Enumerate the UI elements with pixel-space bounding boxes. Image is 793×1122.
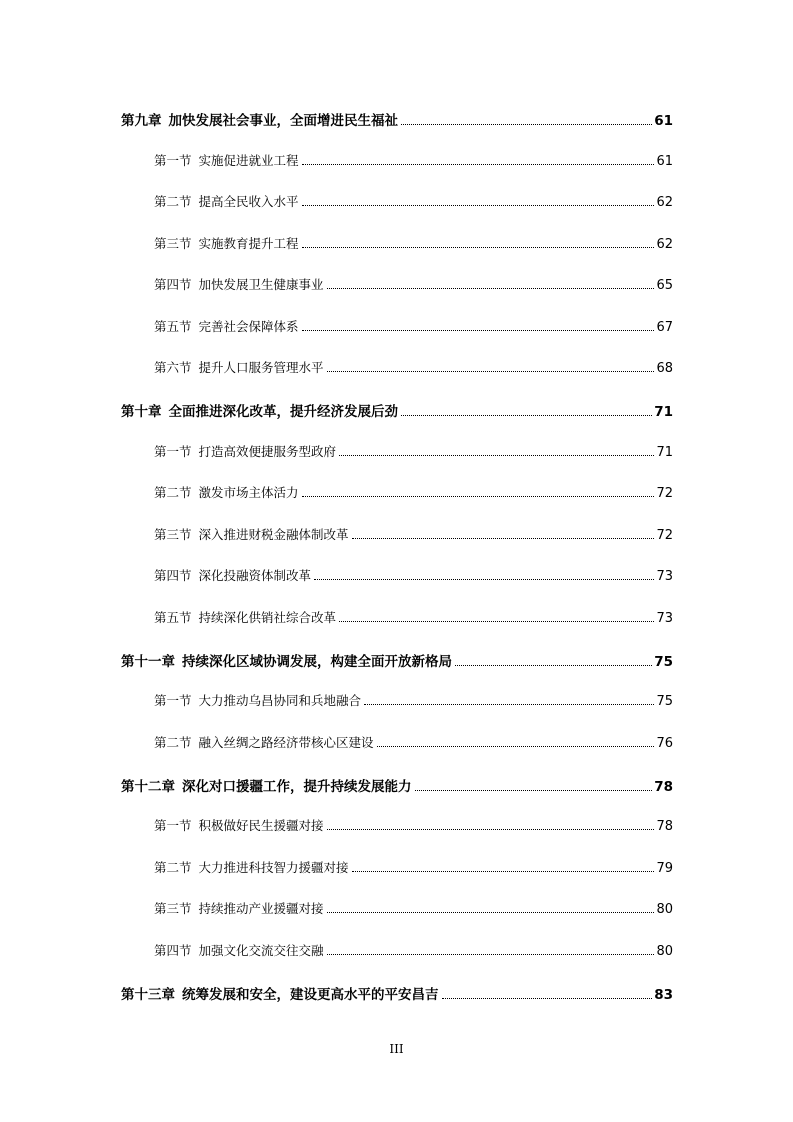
footer-page-number: III [389, 1042, 404, 1056]
dot-leader [327, 371, 655, 372]
dot-leader [401, 415, 652, 416]
page-number: 76 [656, 736, 673, 751]
page-number: 68 [656, 361, 673, 376]
section-number: 第二节 [154, 735, 192, 750]
page-number: 62 [656, 195, 673, 210]
chapter-title: 加快发展社会事业，全面增进民生福祉 [168, 113, 398, 129]
dot-leader [364, 704, 654, 705]
toc-section-entry[interactable] [154, 192, 673, 210]
chapter-number: 第九章 [121, 113, 162, 129]
section-title: 融入丝绸之路经济带核心区建设 [198, 735, 374, 750]
section-title: 提升人口服务管理水平 [198, 360, 324, 375]
section-title: 实施促进就业工程 [198, 153, 299, 168]
section-title: 完善社会保障体系 [198, 319, 299, 334]
section-number: 第三节 [154, 527, 192, 542]
dot-leader [302, 164, 655, 165]
section-title: 实施教育提升工程 [198, 236, 299, 251]
page-number: 71 [656, 445, 673, 460]
section-number: 第一节 [154, 444, 192, 459]
page-number: 73 [656, 569, 673, 584]
dot-leader [302, 496, 655, 497]
dot-leader [327, 829, 655, 830]
chapter-title: 持续深化区域协调发展，构建全面开放新格局 [182, 654, 452, 670]
page-number: 75 [656, 694, 673, 709]
section-number: 第一节 [154, 693, 192, 708]
page-number: 73 [656, 611, 673, 626]
toc-section-entry[interactable] [154, 608, 673, 626]
dot-leader [327, 954, 655, 955]
dot-leader [352, 538, 655, 539]
toc-section-entry[interactable] [154, 234, 673, 252]
toc-section-entry[interactable] [154, 151, 673, 169]
toc-section-entry[interactable] [154, 733, 673, 751]
chapter-number: 第十一章 [121, 654, 175, 670]
toc-chapter-entry[interactable] [121, 650, 673, 670]
section-title: 积极做好民生援疆对接 [198, 818, 324, 833]
section-title: 大力推动乌昌协同和兵地融合 [198, 693, 362, 708]
page-number: 72 [656, 486, 673, 501]
dot-leader [442, 998, 653, 999]
section-number: 第一节 [154, 818, 192, 833]
page-number: 62 [656, 237, 673, 252]
toc-section-entry[interactable] [154, 317, 673, 335]
page-number: 61 [656, 154, 673, 169]
toc-chapter-entry[interactable] [121, 775, 673, 795]
page-number: 72 [656, 528, 673, 543]
toc-section-entry[interactable] [154, 483, 673, 501]
dot-leader [302, 247, 655, 248]
section-number: 第三节 [154, 236, 192, 251]
section-number: 第二节 [154, 194, 192, 209]
section-title: 打造高效便捷服务型政府 [198, 444, 337, 459]
page-number: 78 [656, 819, 673, 834]
toc-section-entry[interactable] [154, 566, 673, 584]
dot-leader [302, 330, 655, 331]
dot-leader [327, 912, 655, 913]
section-title: 深入推进财税金融体制改革 [198, 527, 349, 542]
dot-leader [302, 205, 655, 206]
toc-section-entry[interactable] [154, 941, 673, 959]
section-number: 第六节 [154, 360, 192, 375]
dot-leader [352, 871, 655, 872]
page-number: 65 [656, 278, 673, 293]
section-number: 第五节 [154, 610, 192, 625]
section-number: 第四节 [154, 568, 192, 583]
section-title: 加快发展卫生健康事业 [198, 277, 324, 292]
page-number: 80 [656, 902, 673, 917]
section-title: 加强文化交流交往交融 [198, 943, 324, 958]
dot-leader [401, 124, 652, 125]
toc-section-entry[interactable] [154, 899, 673, 917]
dot-leader [415, 790, 653, 791]
toc-section-entry[interactable] [154, 691, 673, 709]
toc-chapter-entry[interactable] [121, 109, 673, 129]
page-number: 71 [654, 404, 673, 420]
page-number: 75 [654, 654, 673, 670]
toc-section-entry[interactable] [154, 358, 673, 376]
dot-leader [314, 579, 654, 580]
section-number: 第二节 [154, 860, 192, 875]
toc-chapter-entry[interactable] [121, 983, 673, 1003]
section-title: 持续深化供销社综合改革 [198, 610, 337, 625]
toc-section-entry[interactable] [154, 858, 673, 876]
chapter-number: 第十二章 [121, 779, 175, 795]
page-number: 78 [654, 779, 673, 795]
section-number: 第一节 [154, 153, 192, 168]
section-number: 第五节 [154, 319, 192, 334]
toc-section-entry[interactable] [154, 816, 673, 834]
section-number: 第三节 [154, 901, 192, 916]
chapter-title: 深化对口援疆工作，提升持续发展能力 [182, 779, 412, 795]
section-title: 持续推动产业援疆对接 [198, 901, 324, 916]
section-title: 提高全民收入水平 [198, 194, 299, 209]
dot-leader [455, 665, 652, 666]
dot-leader [339, 455, 654, 456]
section-number: 第四节 [154, 943, 192, 958]
section-title: 大力推进科技智力援疆对接 [198, 860, 349, 875]
toc-section-entry[interactable] [154, 525, 673, 543]
section-title: 深化投融资体制改革 [198, 568, 312, 583]
page-number: 80 [656, 944, 673, 959]
page-number: 61 [654, 113, 673, 129]
toc-section-entry[interactable] [154, 275, 673, 293]
dot-leader [327, 288, 655, 289]
page-number: 83 [654, 987, 673, 1003]
dot-leader [339, 621, 654, 622]
chapter-number: 第十三章 [121, 987, 175, 1003]
chapter-title: 全面推进深化改革，提升经济发展后劲 [168, 404, 398, 420]
chapter-number: 第十章 [121, 404, 162, 420]
toc-chapter-entry[interactable] [121, 400, 673, 420]
page-number: 79 [656, 861, 673, 876]
toc-section-entry[interactable] [154, 442, 673, 460]
section-number: 第四节 [154, 277, 192, 292]
dot-leader [377, 746, 655, 747]
chapter-title: 统筹发展和安全，建设更高水平的平安昌吉 [182, 987, 439, 1003]
section-title: 激发市场主体活力 [198, 485, 299, 500]
page-number: 67 [656, 320, 673, 335]
section-number: 第二节 [154, 485, 192, 500]
